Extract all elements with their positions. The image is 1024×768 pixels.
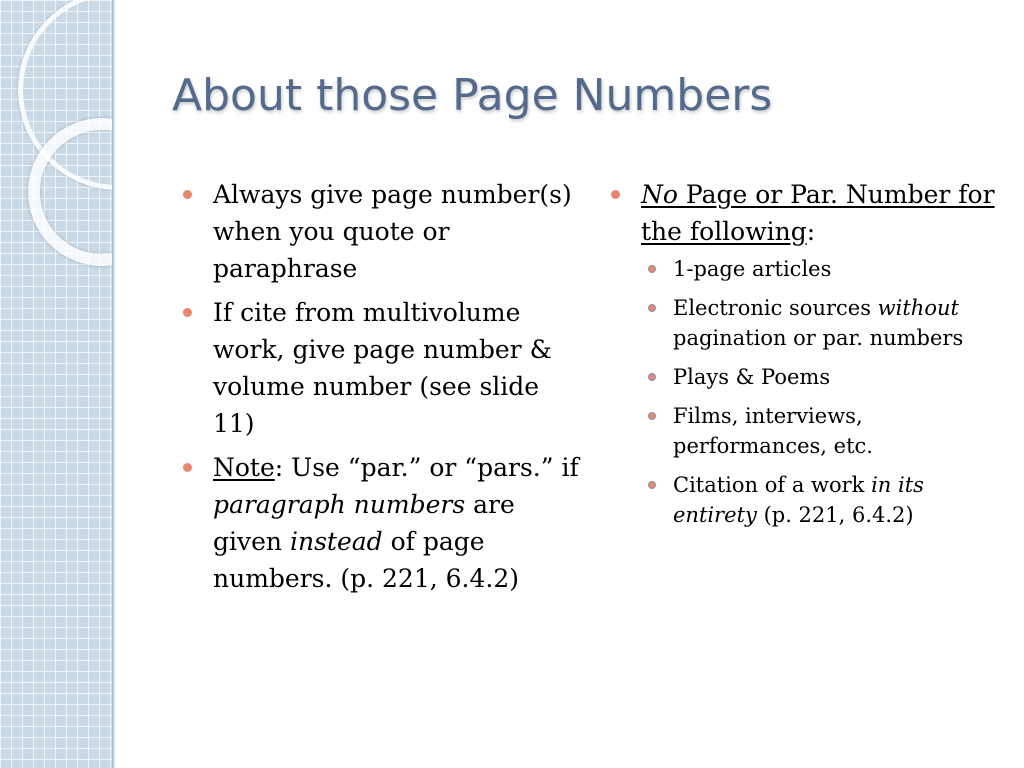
- bullet-ring-icon: [648, 373, 656, 381]
- sub-item-text: Plays & Poems: [673, 365, 831, 389]
- sub-item-italic: in its entirety: [673, 473, 924, 527]
- list-item-page-numbers: [180, 176, 580, 287]
- bullet-ring-icon: [648, 304, 656, 312]
- bullet-dot-icon: [611, 190, 620, 199]
- sub-item-electronic-sources: [608, 293, 1008, 353]
- list-item-multivolume: [180, 294, 580, 442]
- note-text-b: are given: [213, 490, 515, 556]
- decorative-side-panel: [0, 0, 113, 768]
- bullet-ring-icon: [648, 412, 656, 420]
- left-bullet-list: [180, 176, 580, 597]
- note-italic-a: paragraph numbers: [213, 490, 466, 519]
- sub-item-plays-poems: [608, 362, 1008, 392]
- right-column: [608, 176, 1008, 539]
- heading-underlined: [641, 180, 995, 246]
- sub-item-text-b: (p. 221, 6.4.2): [756, 503, 914, 527]
- slide-title: About those Page Numbers: [172, 70, 773, 121]
- bullet-dot-icon: [183, 190, 192, 199]
- list-item-text: If cite from multivolume work, give page number & volume number (see slide 11): [213, 298, 552, 438]
- note-text-c: of page numbers. (p. 221, 6.4.2): [213, 527, 520, 593]
- note-label: Note: [213, 453, 275, 482]
- heading-underlined-text: Page or Par. Number for the following: [641, 180, 995, 246]
- bullet-dot-icon: [183, 463, 192, 472]
- sub-item-text: Films, interviews, performances, etc.: [673, 404, 873, 458]
- note-italic-b: instead: [289, 527, 383, 556]
- sub-item-films: [608, 401, 1008, 461]
- heading-colon: :: [806, 217, 816, 246]
- left-column: [180, 176, 580, 604]
- sub-item-text-a: Citation of a work: [673, 473, 872, 497]
- side-panel-edge: [112, 0, 115, 768]
- list-item-note: [180, 449, 580, 597]
- sub-item-text: 1-page articles: [673, 257, 832, 281]
- sub-item-text-b: pagination or par. numbers: [673, 326, 964, 350]
- right-bullet-list: [608, 176, 1008, 530]
- bullet-dot-icon: [183, 308, 192, 317]
- heading-italic-no: No: [641, 180, 678, 209]
- sub-item-text-a: Electronic sources: [673, 296, 878, 320]
- sub-item-italic: without: [877, 296, 959, 320]
- sub-item-1-page-articles: [608, 254, 1008, 284]
- note-text-a: : Use “par.” or “pars.” if: [274, 453, 579, 482]
- bullet-ring-icon: [648, 481, 656, 489]
- list-item-no-page-number: [608, 176, 1008, 530]
- list-item-text: Always give page number(s) when you quote or paraphrase: [213, 180, 572, 283]
- sub-bullet-list: [641, 254, 1008, 530]
- sub-item-citation: [608, 470, 1008, 530]
- bullet-ring-icon: [648, 265, 656, 273]
